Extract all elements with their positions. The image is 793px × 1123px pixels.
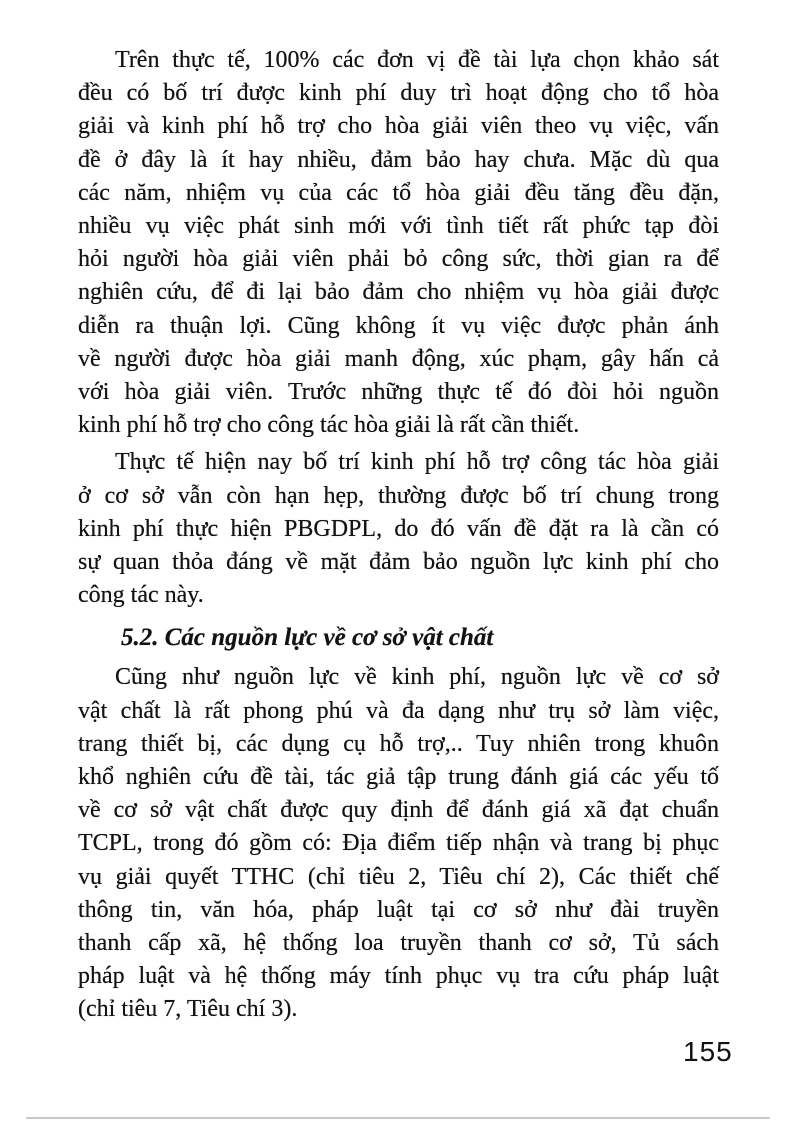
text-line: Trên thực tế, 100% các đơn vị đề tài lựa chọn khảo sát xyxy=(115,47,719,73)
text-line: Thực tế hiện nay bố trí kinh phí hỗ trợ công tác hòa giải xyxy=(115,449,719,476)
text-line: trang thiết bị, các dụng cụ hỗ trợ,.. Tuy nhiên trong khuôn xyxy=(78,730,719,757)
text-line: (chỉ tiêu 7, Tiêu chí 3). xyxy=(78,996,298,1023)
text-line: thông tin, văn hóa, pháp luật tại cơ sở như đài truyền xyxy=(78,896,719,923)
paragraph-1 xyxy=(78,44,719,442)
text-line: diễn ra thuận lợi. Cũng không ít vụ việc được phản ánh xyxy=(78,312,719,339)
text-line: về người được hòa giải manh động, xúc phạm, gây hấn cả xyxy=(78,345,719,372)
paragraph-2 xyxy=(78,446,719,612)
text-line: ở cơ sở vẫn còn hạn hẹp, thường được bố trí chung trong xyxy=(78,482,719,509)
text-line: vật chất là rất phong phú và đa dạng như trụ sở làm việc, xyxy=(78,697,719,724)
text-line: thanh cấp xã, hệ thống loa truyền thanh cơ sở, Tủ sách xyxy=(78,930,719,957)
text-line: Cũng như nguồn lực về kinh phí, nguồn lực về cơ sở xyxy=(115,664,719,691)
text-line: công tác này. xyxy=(78,582,204,609)
paragraph-3 xyxy=(78,661,719,1026)
page-number: 155 xyxy=(683,1036,733,1067)
text-line: với hòa giải viên. Trước những thực tế đó đòi hỏi nguồn xyxy=(78,379,719,406)
text-line: giải và kinh phí hỗ trợ cho hòa giải viên theo vụ việc, vấn xyxy=(78,113,719,140)
text-line: vụ giải quyết TTHC (chỉ tiêu 2, Tiêu chí 2), Các thiết chế xyxy=(78,863,719,890)
text-line: sự quan thỏa đáng về mặt đảm bảo nguồn lực kinh phí cho xyxy=(78,549,719,576)
text-line: đề ở đây là ít hay nhiều, đảm bảo hay chưa. Mặc dù qua xyxy=(78,146,719,173)
text-block xyxy=(78,44,719,1031)
text-line: các năm, nhiệm vụ của các tổ hòa giải đều tăng đều đặn, xyxy=(78,179,719,206)
text-line: kinh phí thực hiện PBGDPL, do đó vấn đề đặt ra là cần có xyxy=(78,515,719,542)
scan-edge-artifact xyxy=(26,1117,770,1119)
text-line: khổ nghiên cứu đề tài, tác giả tập trung đánh giá các yếu tố xyxy=(78,764,719,791)
text-line: hỏi người hòa giải viên phải bỏ công sức, thời gian ra để xyxy=(78,246,719,273)
text-line: kinh phí hỗ trợ cho công tác hòa giải là rất cần thiết. xyxy=(78,412,580,439)
section-heading: 5.2. Các nguồn lực về cơ sở vật chất xyxy=(121,624,494,652)
text-line: nghiên cứu, để đi lại bảo đảm cho nhiệm vụ hòa giải được xyxy=(78,279,719,306)
text-line: nhiều vụ việc phát sinh mới với tình tiết rất phức tạp đòi xyxy=(78,213,719,240)
text-line: về cơ sở vật chất được quy định để đánh giá xã đạt chuẩn xyxy=(78,797,719,824)
text-line: TCPL, trong đó gồm có: Địa điểm tiếp nhận và trang bị phục xyxy=(78,830,719,857)
text-line: pháp luật và hệ thống máy tính phục vụ tra cứu pháp luật xyxy=(78,963,719,990)
text-line: đều có bố trí được kinh phí duy trì hoạt động cho tổ hòa xyxy=(78,80,719,107)
